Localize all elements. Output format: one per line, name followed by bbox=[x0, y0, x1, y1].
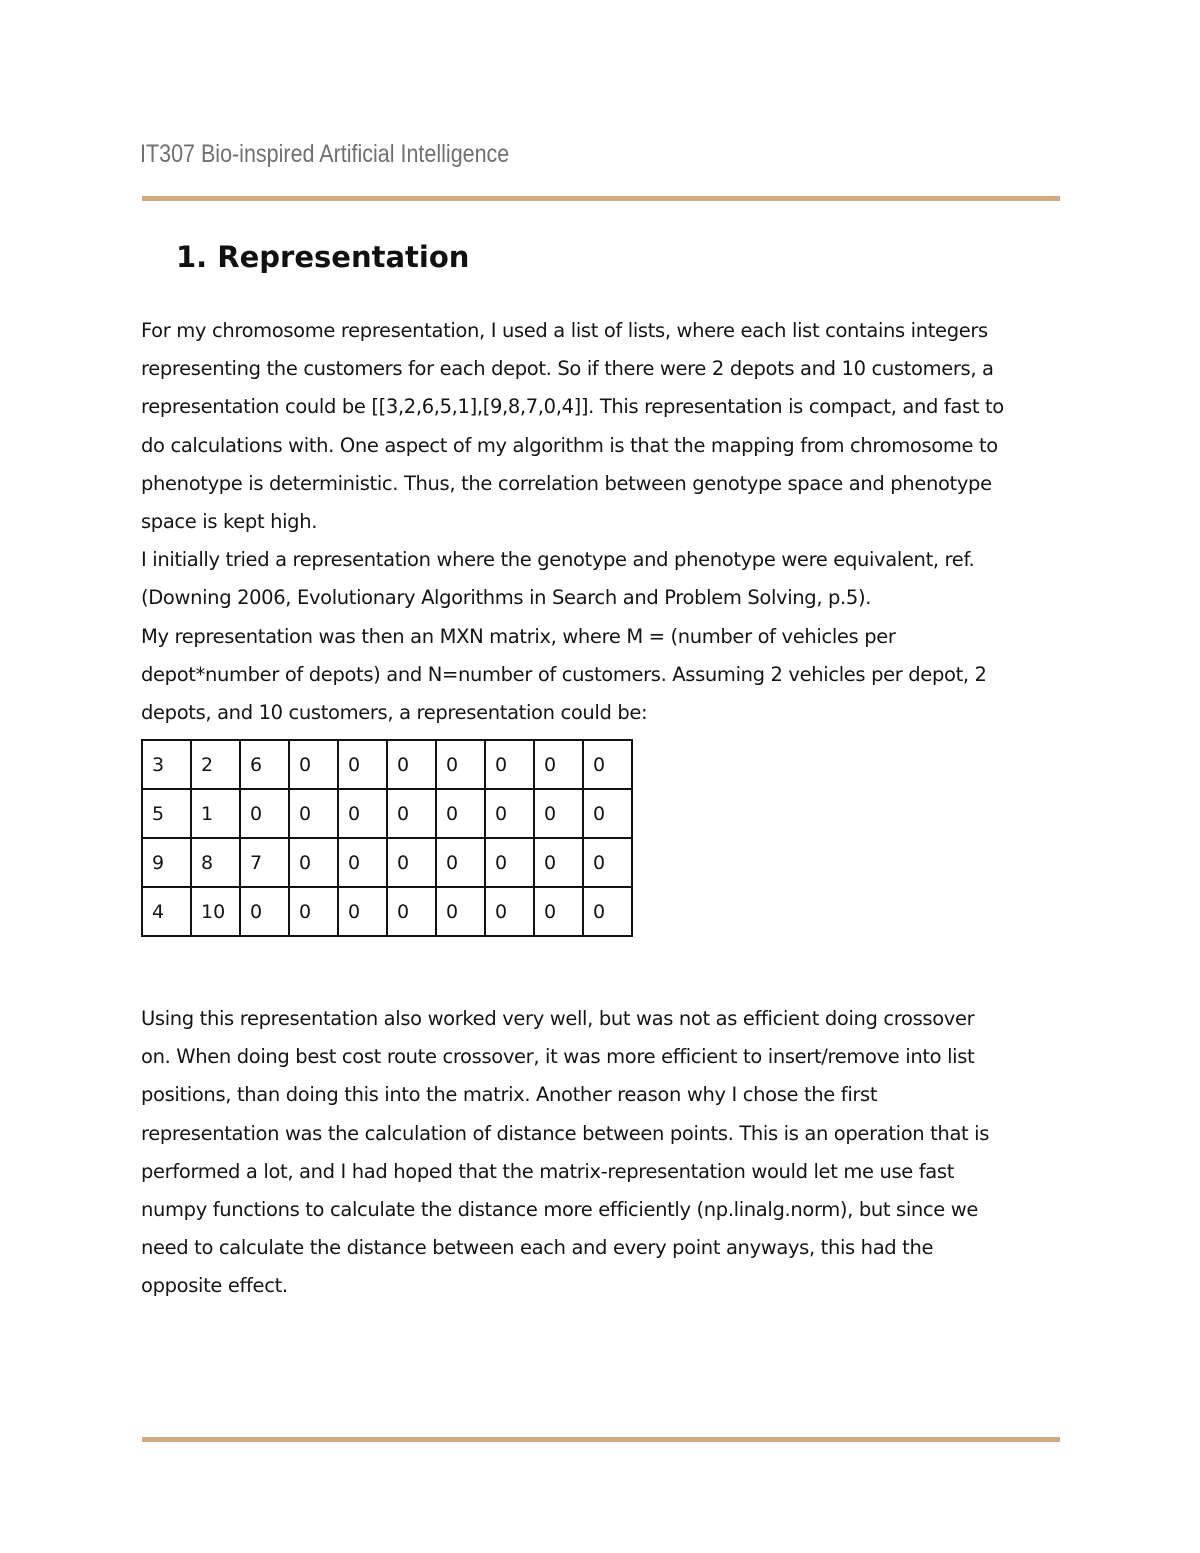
text-line: positions, than doing this into the matrix. Another reason why I chose the first bbox=[141, 1083, 878, 1107]
text-line: depots, and 10 customers, a representation could be: bbox=[141, 701, 648, 725]
matrix-cell: 0 bbox=[289, 838, 338, 887]
text-line: depot*number of depots) and N=number of customers. Assuming 2 vehicles per depot, 2 bbox=[141, 662, 987, 686]
matrix-cell: 0 bbox=[485, 740, 534, 789]
matrix-cell: 10 bbox=[191, 887, 240, 936]
matrix-cell: 3 bbox=[142, 740, 191, 789]
text-line: My representation was then an MXN matrix, where M = (number of vehicles per bbox=[141, 624, 896, 648]
matrix-cell: 0 bbox=[338, 838, 387, 887]
text-line: (Downing 2006, Evolutionary Algorithms in Search and Problem Solving, p.5). bbox=[141, 586, 872, 610]
paragraph-representation-discussion bbox=[141, 1000, 1071, 1306]
matrix-row bbox=[142, 789, 632, 838]
matrix-cell: 6 bbox=[240, 740, 289, 789]
matrix-cell: 0 bbox=[387, 838, 436, 887]
text-line: phenotype is deterministic. Thus, the correlation between genotype space and phenotype bbox=[141, 471, 992, 495]
paragraph-representation-intro bbox=[141, 312, 1071, 732]
matrix-cell: 0 bbox=[289, 740, 338, 789]
matrix-cell: 0 bbox=[436, 740, 485, 789]
text-line: representation could be [[3,2,6,5,1],[9,8,7,0,4]]. This representation is compact, and fast to bbox=[141, 395, 1004, 419]
text-line: space is kept high. bbox=[141, 510, 318, 534]
matrix-cell: 0 bbox=[583, 740, 632, 789]
text-line: performed a lot, and I had hoped that the matrix-representation would let me use fast bbox=[141, 1159, 955, 1183]
matrix-cell: 0 bbox=[583, 789, 632, 838]
matrix-row bbox=[142, 838, 632, 887]
matrix-cell: 5 bbox=[142, 789, 191, 838]
representation-matrix-table bbox=[141, 739, 633, 937]
matrix-cell: 4 bbox=[142, 887, 191, 936]
matrix-cell: 7 bbox=[240, 838, 289, 887]
text-line: I initially tried a representation where the genotype and phenotype were equivalent, ref. bbox=[141, 548, 975, 572]
matrix-cell: 1 bbox=[191, 789, 240, 838]
matrix-cell: 0 bbox=[338, 789, 387, 838]
matrix-cell: 0 bbox=[485, 887, 534, 936]
matrix-cell: 8 bbox=[191, 838, 240, 887]
header-divider bbox=[142, 196, 1060, 201]
text-line: need to calculate the distance between each and every point anyways, this had the bbox=[141, 1236, 934, 1260]
matrix-cell: 0 bbox=[583, 838, 632, 887]
text-line: representation was the calculation of distance between points. This is an operation that is bbox=[141, 1121, 990, 1145]
text-line: do calculations with. One aspect of my algorithm is that the mapping from chromosome to bbox=[141, 433, 998, 457]
matrix-cell: 0 bbox=[240, 887, 289, 936]
matrix-cell: 0 bbox=[534, 740, 583, 789]
text-line: opposite effect. bbox=[141, 1274, 288, 1298]
matrix-cell: 0 bbox=[436, 789, 485, 838]
matrix-cell: 0 bbox=[387, 887, 436, 936]
matrix-cell: 0 bbox=[534, 838, 583, 887]
matrix-cell: 0 bbox=[289, 789, 338, 838]
matrix-cell: 0 bbox=[485, 838, 534, 887]
matrix-cell: 0 bbox=[436, 838, 485, 887]
text-line: Using this representation also worked very well, but was not as efficient doing crossover bbox=[141, 1007, 975, 1030]
matrix-cell: 0 bbox=[436, 887, 485, 936]
text-line: For my chromosome representation, I used a list of lists, where each list contains integers bbox=[141, 319, 988, 342]
matrix-cell: 0 bbox=[387, 740, 436, 789]
text-line: on. When doing best cost route crossover, it was more efficient to insert/remove into list bbox=[141, 1045, 975, 1069]
text-line: numpy functions to calculate the distance more efficiently (np.linalg.norm), but since we bbox=[141, 1198, 979, 1222]
matrix-cell: 9 bbox=[142, 838, 191, 887]
matrix-cell: 0 bbox=[387, 789, 436, 838]
matrix-cell: 0 bbox=[338, 887, 387, 936]
matrix-cell: 0 bbox=[289, 887, 338, 936]
matrix-cell: 0 bbox=[338, 740, 387, 789]
section-heading: 1. Representation bbox=[176, 240, 470, 274]
matrix-cell: 0 bbox=[583, 887, 632, 936]
matrix-cell: 0 bbox=[240, 789, 289, 838]
matrix-row bbox=[142, 740, 632, 789]
text-line: representing the customers for each depot. So if there were 2 depots and 10 customers, a bbox=[141, 357, 994, 381]
matrix-cell: 0 bbox=[485, 789, 534, 838]
document-header-title: IT307 Bio-inspired Artificial Intelligence bbox=[140, 140, 510, 168]
matrix-cell: 2 bbox=[191, 740, 240, 789]
matrix-row bbox=[142, 887, 632, 936]
footer-divider bbox=[142, 1437, 1060, 1442]
matrix-cell: 0 bbox=[534, 887, 583, 936]
matrix-cell: 0 bbox=[534, 789, 583, 838]
